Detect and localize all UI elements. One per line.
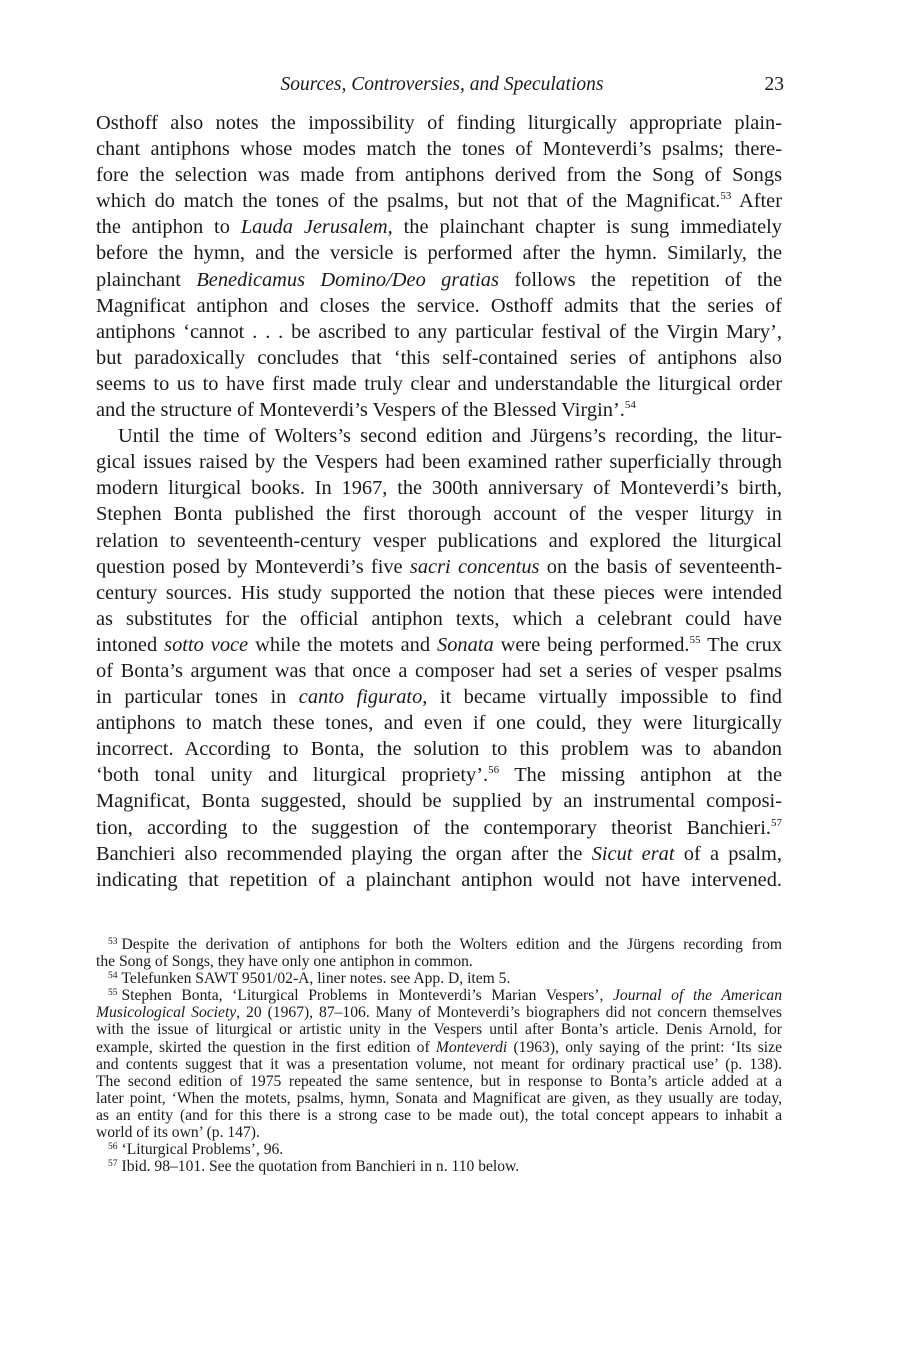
footnote-marker[interactable]: 54 — [108, 971, 118, 982]
text-run: gical issues raised by the Vespers had been examined rather superficially through — [96, 451, 782, 474]
text-line — [96, 240, 782, 266]
text-run: chant antiphons whose modes match the tones of Monteverdi’s psalms; there- — [96, 138, 782, 161]
text-line — [96, 293, 782, 319]
footnote-marker[interactable]: 55 — [689, 633, 701, 646]
text-line — [96, 867, 782, 893]
text-run: antiphons ‘cannot . . . be ascribed to any particular festival of the Virgin Mary’, — [96, 320, 782, 343]
text-run: After — [731, 190, 782, 213]
text-run: and contents suggest that it was a presentation volume, not meant for ordinary practical use’ (p. 138). — [96, 1055, 782, 1073]
footnotes — [96, 936, 782, 1175]
footnote-marker[interactable]: 55 — [108, 988, 118, 999]
footnote-line — [96, 1158, 782, 1175]
text-run: Osthoff also notes the impossibility of finding liturgically appropriate plain- — [96, 112, 782, 134]
body-text — [96, 110, 782, 893]
text-run: with the issue of liturgical or artistic unity in the Vespers until after Bonta’s article. Denis Arnold, for — [96, 1021, 782, 1039]
text-line — [96, 788, 782, 814]
text-run: incorrect. According to Bonta, the solution to this problem was to abandon — [96, 738, 782, 761]
text-run: , 20 (1967), 87–106. Many of Monteverdi’s biographers did not concern themselves — [236, 1004, 782, 1022]
text-run: on the basis of seventeenth- — [539, 555, 782, 578]
footnote-line — [96, 1073, 782, 1090]
text-line — [96, 528, 782, 554]
italic-text: Lauda Jerusalem — [240, 216, 388, 239]
text-run: of a psalm, — [674, 842, 783, 865]
italic-text: sacri concentus — [409, 555, 540, 578]
text-run: plainchant — [96, 268, 197, 291]
text-run: Telefunken SAWT 9501/02-A, liner notes. see App. D, item 5. — [121, 970, 511, 988]
footnote-line — [96, 1004, 782, 1021]
text-run: of Bonta’s argument was that once a composer had set a series of vesper psalms — [96, 659, 782, 682]
italic-text: Monteverdi — [435, 1038, 508, 1056]
text-run: (1963), only saying of the print: ‘Its size — [507, 1038, 782, 1056]
text-run: and the structure of Monteverdi’s Vespers of the Blessed Virgin’. — [96, 399, 625, 422]
text-line — [96, 762, 782, 788]
italic-text: Sonata — [437, 633, 494, 656]
text-run: question posed by Monteverdi’s five — [96, 555, 410, 578]
text-run: example, skirted the question in the first edition of — [96, 1038, 436, 1056]
text-run: fore the selection was made from antiphons derived from the Song of Songs — [96, 164, 782, 187]
text-line — [96, 162, 782, 188]
text-run: indicating that repetition of a plainchant antiphon would not have intervened. — [96, 868, 782, 891]
text-run: Magnificat, Bonta suggested, should be supplied by an instrumental composi- — [96, 790, 782, 813]
text-line — [96, 319, 782, 345]
text-run: The crux — [700, 633, 783, 656]
footnote-marker[interactable]: 53 — [720, 190, 732, 203]
text-run: the Song of Songs, they have only one antiphon in common. — [96, 953, 473, 971]
footnote-line — [96, 987, 782, 1004]
text-line — [96, 841, 782, 867]
text-line — [96, 136, 782, 162]
text-line — [96, 815, 782, 841]
running-head: Sources, Controversies, and Speculations — [280, 74, 604, 95]
text-run: the antiphon to — [96, 216, 241, 239]
footnote-marker[interactable]: 54 — [624, 399, 636, 412]
text-line — [96, 345, 782, 371]
text-run: Stephen Bonta, ‘Liturgical Problems in Monteverdi’s Marian Vespers’, — [121, 987, 614, 1005]
text-line — [96, 632, 782, 658]
text-line — [96, 658, 782, 684]
footnote-marker[interactable]: 57 — [108, 1159, 118, 1170]
text-line — [96, 580, 782, 606]
text-run: tion, according to the suggestion of the contemporary theorist Banchieri. — [96, 816, 771, 839]
footnote-line — [96, 1124, 782, 1141]
footnote-marker[interactable]: 57 — [771, 816, 782, 829]
text-run: The missing antiphon at the — [499, 764, 782, 787]
text-run: Banchieri also recommended playing the organ after the — [96, 842, 592, 865]
text-line — [96, 501, 782, 527]
text-line — [96, 684, 782, 710]
text-run: Stephen Bonta published the first thorough account of the vesper liturgy in — [96, 503, 782, 526]
text-line — [96, 736, 782, 762]
text-run: seems to us to have first made truly clear and understandable the liturgical order — [96, 372, 782, 395]
text-line — [96, 397, 782, 423]
text-run: , the plainchant chapter is sung immediately — [387, 216, 782, 239]
text-line — [96, 188, 782, 214]
text-run: ‘Liturgical Problems’, 96. — [121, 1141, 284, 1159]
text-run: intoned — [96, 633, 165, 656]
page-number: 23 — [764, 74, 784, 95]
footnote-line — [96, 953, 782, 970]
text-run: which do match the tones of the psalms, but not that of the Magnificat. — [96, 190, 721, 213]
text-line — [96, 475, 782, 501]
text-line — [96, 110, 782, 136]
text-run: were being performed. — [493, 633, 690, 656]
text-run: as substitutes for the official antiphon texts, which a celebrant could have — [96, 607, 782, 630]
text-run: before the hymn, and the versicle is performed after the hymn. Similarly, the — [96, 242, 782, 265]
text-run: relation to seventeenth-century vesper publications and explored the liturgical — [96, 529, 782, 552]
text-run: but paradoxically concludes that ‘this self-contained series of antiphons also — [96, 346, 782, 369]
footnote-marker[interactable]: 56 — [488, 764, 500, 777]
text-line — [96, 423, 782, 449]
footnote-line — [96, 970, 782, 987]
text-run: in particular tones in — [96, 686, 299, 709]
footnote-marker[interactable]: 53 — [108, 937, 118, 947]
text-run: , it became virtually impossible to find — [422, 686, 782, 709]
footnote-line — [96, 1021, 782, 1038]
italic-text: Journal of the American — [613, 987, 782, 1005]
text-line — [96, 554, 782, 580]
footnote-line — [96, 936, 782, 953]
text-run: Despite the derivation of antiphons for both the Wolters edition and the Jürgens recording from — [121, 936, 782, 953]
text-run: Magnificat antiphon and closes the service. Osthoff admits that the series of — [96, 294, 782, 317]
text-line — [96, 606, 782, 632]
text-run: Until the time of Wolters’s second edition and Jürgens’s recording, the litur- — [118, 425, 782, 448]
footnote-line — [96, 1090, 782, 1107]
text-run: antiphons to match these tones, and even if one could, they were liturgically — [96, 712, 782, 735]
text-run: Ibid. 98–101. See the quotation from Banchieri in n. 110 below. — [121, 1158, 520, 1176]
text-run: ‘both tonal unity and liturgical propriety’. — [96, 764, 489, 787]
footnote-line — [96, 1107, 782, 1124]
text-line — [96, 214, 782, 240]
text-run: The second edition of 1975 repeated the same sentence, but in response to Bonta’s article added at a — [96, 1072, 782, 1090]
text-run: modern liturgical books. In 1967, the 300th anniversary of Monteverdi’s birth, — [96, 477, 782, 500]
text-line — [96, 371, 782, 397]
text-line — [96, 710, 782, 736]
page-header — [96, 74, 784, 100]
italic-text: Benedicamus Domino/Deo gratias — [196, 268, 499, 291]
text-line — [96, 267, 782, 293]
text-run: follows the repetition of the — [498, 268, 783, 291]
footnote-line — [96, 1141, 782, 1158]
footnote-line — [96, 1056, 782, 1073]
italic-text: Musicological Society — [96, 1004, 237, 1022]
text-run: world of its own’ (p. 147). — [96, 1124, 260, 1142]
text-run: century sources. His study supported the notion that these pieces were intended — [96, 581, 782, 604]
italic-text: canto figurato — [298, 686, 423, 709]
footnote-line — [96, 1039, 782, 1056]
text-run: later point, ‘When the motets, psalms, hymn, Sonata and Magnificat are given, as they usually are today, — [96, 1089, 782, 1107]
text-run: while the motets and — [248, 633, 437, 656]
italic-text: sotto voce — [164, 633, 249, 656]
text-run: as an entity (and for this there is a strong case to be made out), the total concept appears to inhabit a — [96, 1106, 782, 1124]
footnote-marker[interactable]: 56 — [108, 1142, 118, 1153]
text-line — [96, 449, 782, 475]
italic-text: Sicut erat — [591, 842, 675, 865]
